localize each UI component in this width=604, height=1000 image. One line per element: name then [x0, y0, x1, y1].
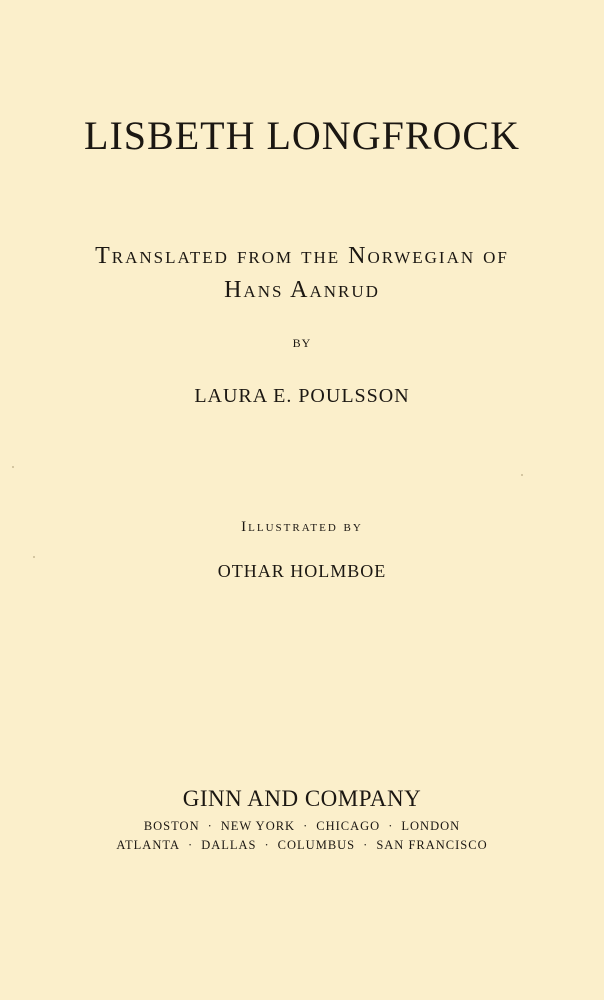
- city: DALLAS: [201, 838, 257, 852]
- illustrator-name: OTHAR HOLMBOE: [217, 561, 387, 581]
- paper-speck: [521, 474, 523, 476]
- illustrated-by-label: Illustrated by: [241, 519, 363, 535]
- separator-dot: ·: [188, 838, 194, 852]
- city: LONDON: [401, 819, 461, 833]
- city: NEW YORK: [220, 819, 296, 833]
- city: ATLANTA: [116, 838, 181, 852]
- publisher-name: GINN AND COMPANY: [182, 786, 422, 811]
- cities-line-2: [0, 838, 604, 853]
- by-label: BY: [292, 336, 312, 350]
- translator-name: LAURA E. POULSSON: [194, 385, 410, 407]
- cities-line-1: [0, 819, 604, 834]
- separator-dot: ·: [303, 819, 309, 833]
- separator-dot: ·: [264, 838, 270, 852]
- book-title: LISBETH LONGFROCK: [84, 113, 520, 158]
- paper-speck: [33, 556, 35, 558]
- paper-speck: [12, 466, 14, 468]
- separator-dot: ·: [207, 819, 213, 833]
- separator-dot: ·: [388, 819, 394, 833]
- original-author: Hans Aanrud: [224, 277, 380, 303]
- city: COLUMBUS: [277, 838, 356, 852]
- city: CHICAGO: [316, 819, 381, 833]
- city: BOSTON: [143, 819, 200, 833]
- separator-dot: ·: [363, 838, 369, 852]
- city: SAN FRANCISCO: [376, 838, 488, 852]
- translated-from-line: Translated from the Norwegian of: [95, 243, 509, 269]
